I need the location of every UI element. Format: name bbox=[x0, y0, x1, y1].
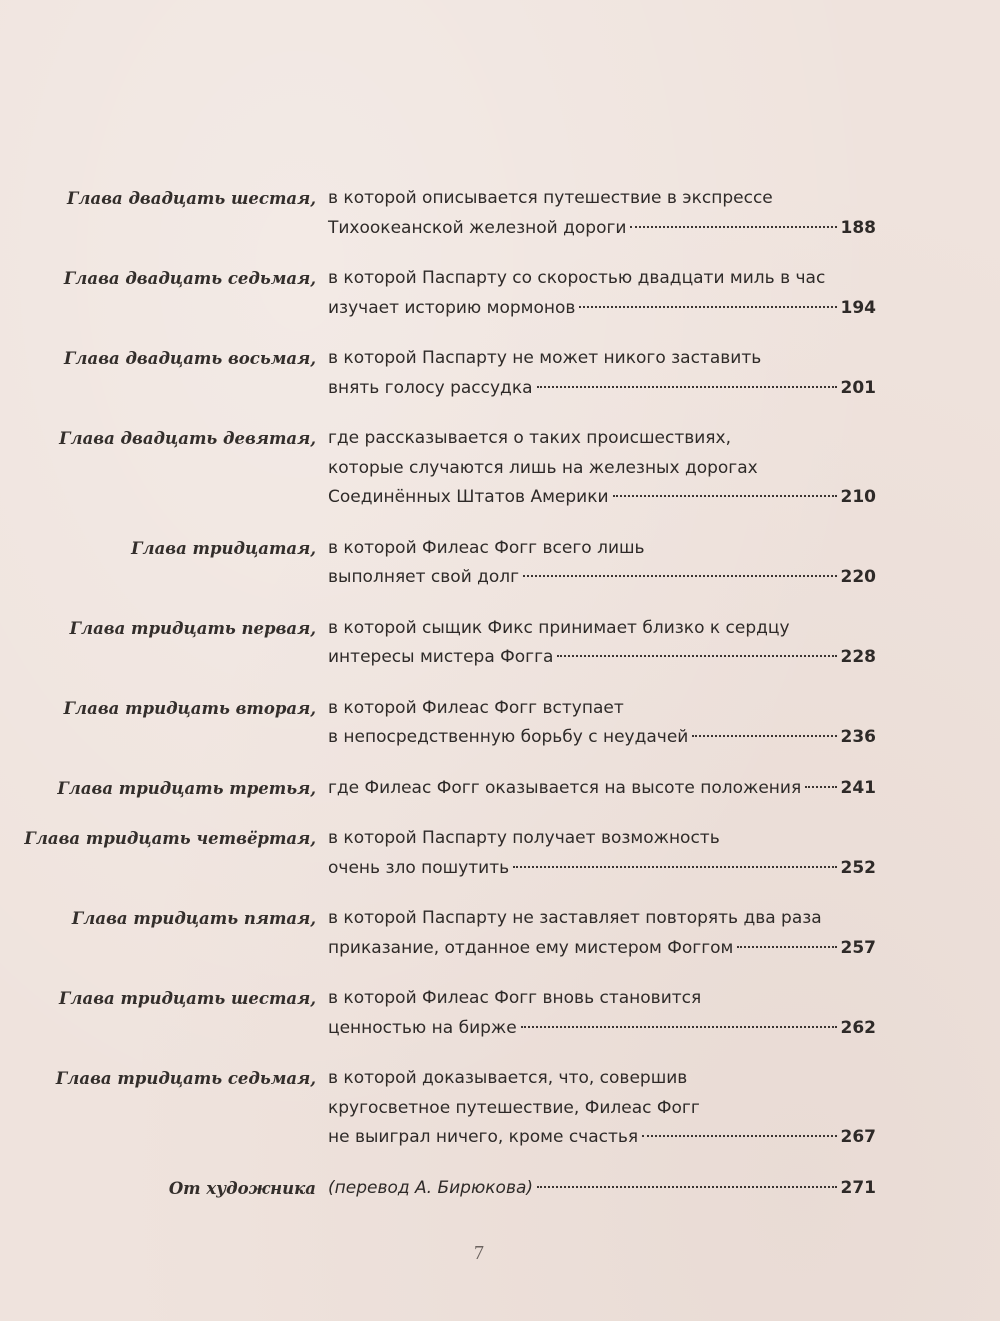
dot-leader bbox=[805, 786, 836, 788]
page-reference: 271 bbox=[840, 1177, 876, 1198]
chapter-label: Глава тридцать третья, bbox=[57, 778, 316, 798]
description-line: кругосветное путешествие, Филеас Фогг bbox=[328, 1097, 700, 1118]
dot-leader bbox=[642, 1135, 836, 1137]
chapter-label: Глава тридцать седьмая, bbox=[55, 1069, 316, 1088]
page-reference: 241 bbox=[840, 777, 876, 798]
chapter-label: От художника bbox=[168, 1178, 316, 1198]
toc-entry bbox=[0, 984, 1000, 1043]
chapter-description bbox=[328, 824, 876, 883]
description-last-line bbox=[328, 294, 876, 324]
chapter-label: Глава тридцать шестая, bbox=[59, 989, 316, 1008]
description-line: приказание, отданное ему мистером Фоггом bbox=[328, 937, 734, 958]
chapter-label: Глава двадцать восьмая, bbox=[64, 349, 316, 368]
chapter-description bbox=[328, 424, 876, 513]
description-line: в которой сыщик Фикс принимает близко к сердцу bbox=[328, 617, 790, 638]
page-reference: 188 bbox=[840, 217, 876, 238]
chapter-description bbox=[328, 534, 876, 593]
dot-leader bbox=[737, 946, 836, 948]
dot-leader bbox=[579, 306, 836, 308]
page-reference: 257 bbox=[840, 937, 876, 958]
description-line: где рассказывается о таких происшествиях, bbox=[328, 428, 732, 448]
description-last-line bbox=[328, 563, 876, 593]
description-last-line bbox=[328, 1174, 876, 1204]
dot-leader bbox=[630, 226, 836, 228]
chapter-description bbox=[328, 774, 876, 804]
description-line: в которой Филеас Фогг всего лишь bbox=[328, 537, 645, 558]
description-line: изучает историю мормонов bbox=[328, 297, 576, 318]
description-line: (перевод А. Бирюкова) bbox=[328, 1177, 534, 1198]
description-line: внять голосу рассудка bbox=[328, 377, 533, 398]
page-number: 7 bbox=[474, 1242, 484, 1264]
toc-entry bbox=[0, 614, 1000, 673]
toc-entry bbox=[0, 904, 1000, 963]
chapter-description bbox=[328, 904, 876, 963]
page-reference: 210 bbox=[840, 487, 876, 507]
description-line: в которой Паспарту со скоростью двадцати миль в час bbox=[328, 268, 826, 288]
toc-entry bbox=[0, 534, 1000, 593]
toc-entry bbox=[0, 344, 1000, 403]
chapter-description bbox=[328, 984, 876, 1043]
dot-leader bbox=[692, 735, 836, 737]
description-line: очень зло пошутить bbox=[328, 857, 510, 878]
chapter-label: Глава двадцать девятая, bbox=[59, 429, 316, 448]
description-line: в которой Филеас Фогг вновь становится bbox=[328, 988, 702, 1008]
description-line: в которой доказывается, что, совершив bbox=[328, 1068, 688, 1088]
description-last-line bbox=[328, 1014, 876, 1044]
chapter-label: Глава тридцать первая, bbox=[69, 618, 316, 638]
description-line: интересы мистера Фогга bbox=[328, 647, 554, 667]
description-line: в которой Паспарту не может никого заставить bbox=[328, 348, 762, 368]
description-last-line bbox=[328, 854, 876, 884]
dot-leader bbox=[523, 575, 836, 577]
page-reference: 236 bbox=[840, 727, 876, 747]
description-line: Соединённых Штатов Америки bbox=[328, 487, 609, 507]
dot-leader bbox=[537, 1186, 836, 1188]
description-last-line bbox=[328, 934, 876, 964]
table-of-contents bbox=[0, 184, 1000, 1224]
description-line: в которой описывается путешествие в экспрессе bbox=[328, 188, 773, 208]
description-last-line bbox=[328, 1123, 876, 1153]
toc-entry bbox=[0, 264, 1000, 323]
chapter-description bbox=[328, 694, 876, 753]
description-line: в непосредственную борьбу с неудачей bbox=[328, 727, 689, 747]
chapter-description bbox=[328, 614, 876, 673]
toc-entry bbox=[0, 184, 1000, 243]
toc-entry bbox=[0, 424, 1000, 513]
dot-leader bbox=[557, 655, 836, 657]
description-line: Тихоокеанской железной дороги bbox=[328, 217, 627, 238]
dot-leader bbox=[537, 386, 837, 388]
dot-leader bbox=[613, 495, 837, 497]
toc-entry bbox=[0, 774, 1000, 804]
chapter-label: Глава двадцать седьмая, bbox=[63, 269, 316, 288]
chapter-label: Глава тридцать четвёртая, bbox=[24, 829, 316, 848]
dot-leader bbox=[513, 866, 836, 868]
description-last-line bbox=[328, 774, 876, 804]
chapter-description bbox=[328, 1174, 876, 1204]
chapter-label: Глава тридцать вторая, bbox=[63, 698, 316, 718]
chapter-label: Глава двадцать шестая, bbox=[67, 189, 316, 208]
chapter-label: Глава тридцать пятая, bbox=[71, 909, 316, 928]
chapter-description bbox=[328, 1064, 876, 1153]
description-last-line bbox=[328, 723, 876, 753]
description-last-line bbox=[328, 214, 876, 244]
description-line: не выиграл ничего, кроме счастья bbox=[328, 1127, 639, 1147]
page-reference: 228 bbox=[840, 647, 876, 667]
description-line: в которой Филеас Фогг вступает bbox=[328, 697, 624, 718]
description-line: в которой Паспарту не заставляет повторять два раза bbox=[328, 908, 822, 928]
page-reference: 194 bbox=[840, 297, 876, 318]
toc-entry bbox=[0, 824, 1000, 883]
page-reference: 267 bbox=[840, 1127, 876, 1147]
page-reference: 220 bbox=[840, 567, 876, 587]
toc-entry bbox=[0, 1064, 1000, 1153]
description-line: которые случаются лишь на железных дорогах bbox=[328, 457, 758, 478]
chapter-description bbox=[328, 344, 876, 403]
description-line: в которой Паспарту получает возможность bbox=[328, 828, 720, 848]
description-last-line bbox=[328, 643, 876, 673]
page-reference: 201 bbox=[840, 377, 876, 398]
dot-leader bbox=[521, 1026, 837, 1028]
description-line: выполняет свой долг bbox=[328, 567, 520, 587]
chapter-description bbox=[328, 264, 876, 323]
description-line: ценностью на бирже bbox=[328, 1017, 517, 1038]
description-last-line bbox=[328, 483, 876, 513]
chapter-label: Глава тридцатая, bbox=[131, 538, 316, 558]
page-reference: 252 bbox=[840, 857, 876, 878]
page-reference: 262 bbox=[840, 1017, 876, 1038]
description-line: где Филеас Фогг оказывается на высоте положения bbox=[328, 777, 802, 798]
toc-entry bbox=[0, 694, 1000, 753]
toc-entry bbox=[0, 1174, 1000, 1204]
chapter-description bbox=[328, 184, 876, 243]
description-last-line bbox=[328, 374, 876, 404]
